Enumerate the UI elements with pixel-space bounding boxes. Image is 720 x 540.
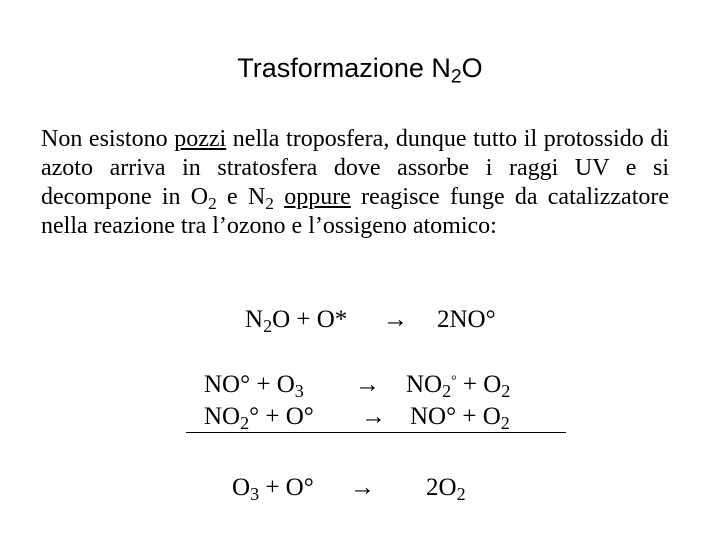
eq1-arrow: → — [383, 306, 408, 333]
eq4-right — [426, 472, 466, 504]
slide-title — [0, 48, 720, 88]
eq1-left-rest: O + O* — [272, 306, 348, 333]
eq4-left-rest: + O° — [259, 474, 314, 501]
eq3-left-sub: 2 — [240, 413, 250, 434]
underlined-oppure: oppure — [284, 184, 351, 210]
equation-4 — [0, 472, 720, 504]
eq3-right-text: NO° + O — [410, 403, 501, 430]
para-part-2: nella troposfera, dunque tutto il protossido di azoto arriva in stratosfera dove assorbe i raggi UV e si decompone in O — [41, 126, 669, 210]
eq3-left-rest: ° + O° — [249, 403, 314, 430]
equation-2 — [0, 369, 720, 401]
eq2-left-text: NO° + O — [204, 371, 295, 398]
eq2-right-sup: ° — [451, 372, 457, 388]
eq2-arrow: → — [355, 371, 380, 398]
title-text: Trasformazione N — [237, 53, 451, 83]
eq3-right — [410, 401, 510, 433]
eq4-left-sub: 3 — [250, 484, 260, 505]
eq4-left-o: O — [232, 474, 251, 501]
title-subscript: 2 — [450, 65, 462, 88]
eq2-right — [406, 369, 510, 401]
equation-3 — [0, 401, 720, 433]
eq4-right-sub: 2 — [456, 484, 466, 505]
para-part-3: e N — [216, 184, 266, 210]
eq4-right-text: 2O — [426, 474, 457, 501]
equation-1 — [0, 304, 720, 336]
eq3-right-sub: 2 — [500, 413, 510, 434]
para-part-1: Non esistono — [41, 126, 175, 152]
body-paragraph — [41, 125, 669, 241]
eq3-left — [204, 401, 314, 433]
eq1-left — [245, 304, 347, 336]
eq4-arrow: → — [350, 474, 375, 501]
para-part-4 — [274, 184, 284, 210]
sum-divider-line — [186, 432, 566, 433]
eq1-right: 2NO° — [437, 306, 496, 333]
underlined-pozzi: pozzi — [174, 126, 227, 152]
eq3-arrow: → — [361, 403, 386, 430]
eq2-left — [204, 369, 304, 401]
para-part-5: reagisce funge da catalizzatore nella reazione tra l’ozono e l’ossigeno atomico: — [41, 184, 670, 239]
para-sub-o2: 2 — [208, 194, 217, 214]
eq2-right-no: NO — [406, 371, 443, 398]
eq4-left — [232, 472, 314, 504]
eq2-right-sub: 2 — [442, 381, 452, 402]
eq1-left-sub: 2 — [263, 316, 273, 337]
eq2-right-o: + O — [456, 371, 502, 398]
para-sub-n2: 2 — [265, 194, 274, 214]
title-tail: O — [461, 53, 483, 83]
eq1-left-n: N — [245, 306, 264, 333]
eq2-left-sub: 3 — [294, 381, 304, 402]
eq2-right-o-sub: 2 — [501, 381, 511, 402]
eq3-left-no: NO — [204, 403, 241, 430]
